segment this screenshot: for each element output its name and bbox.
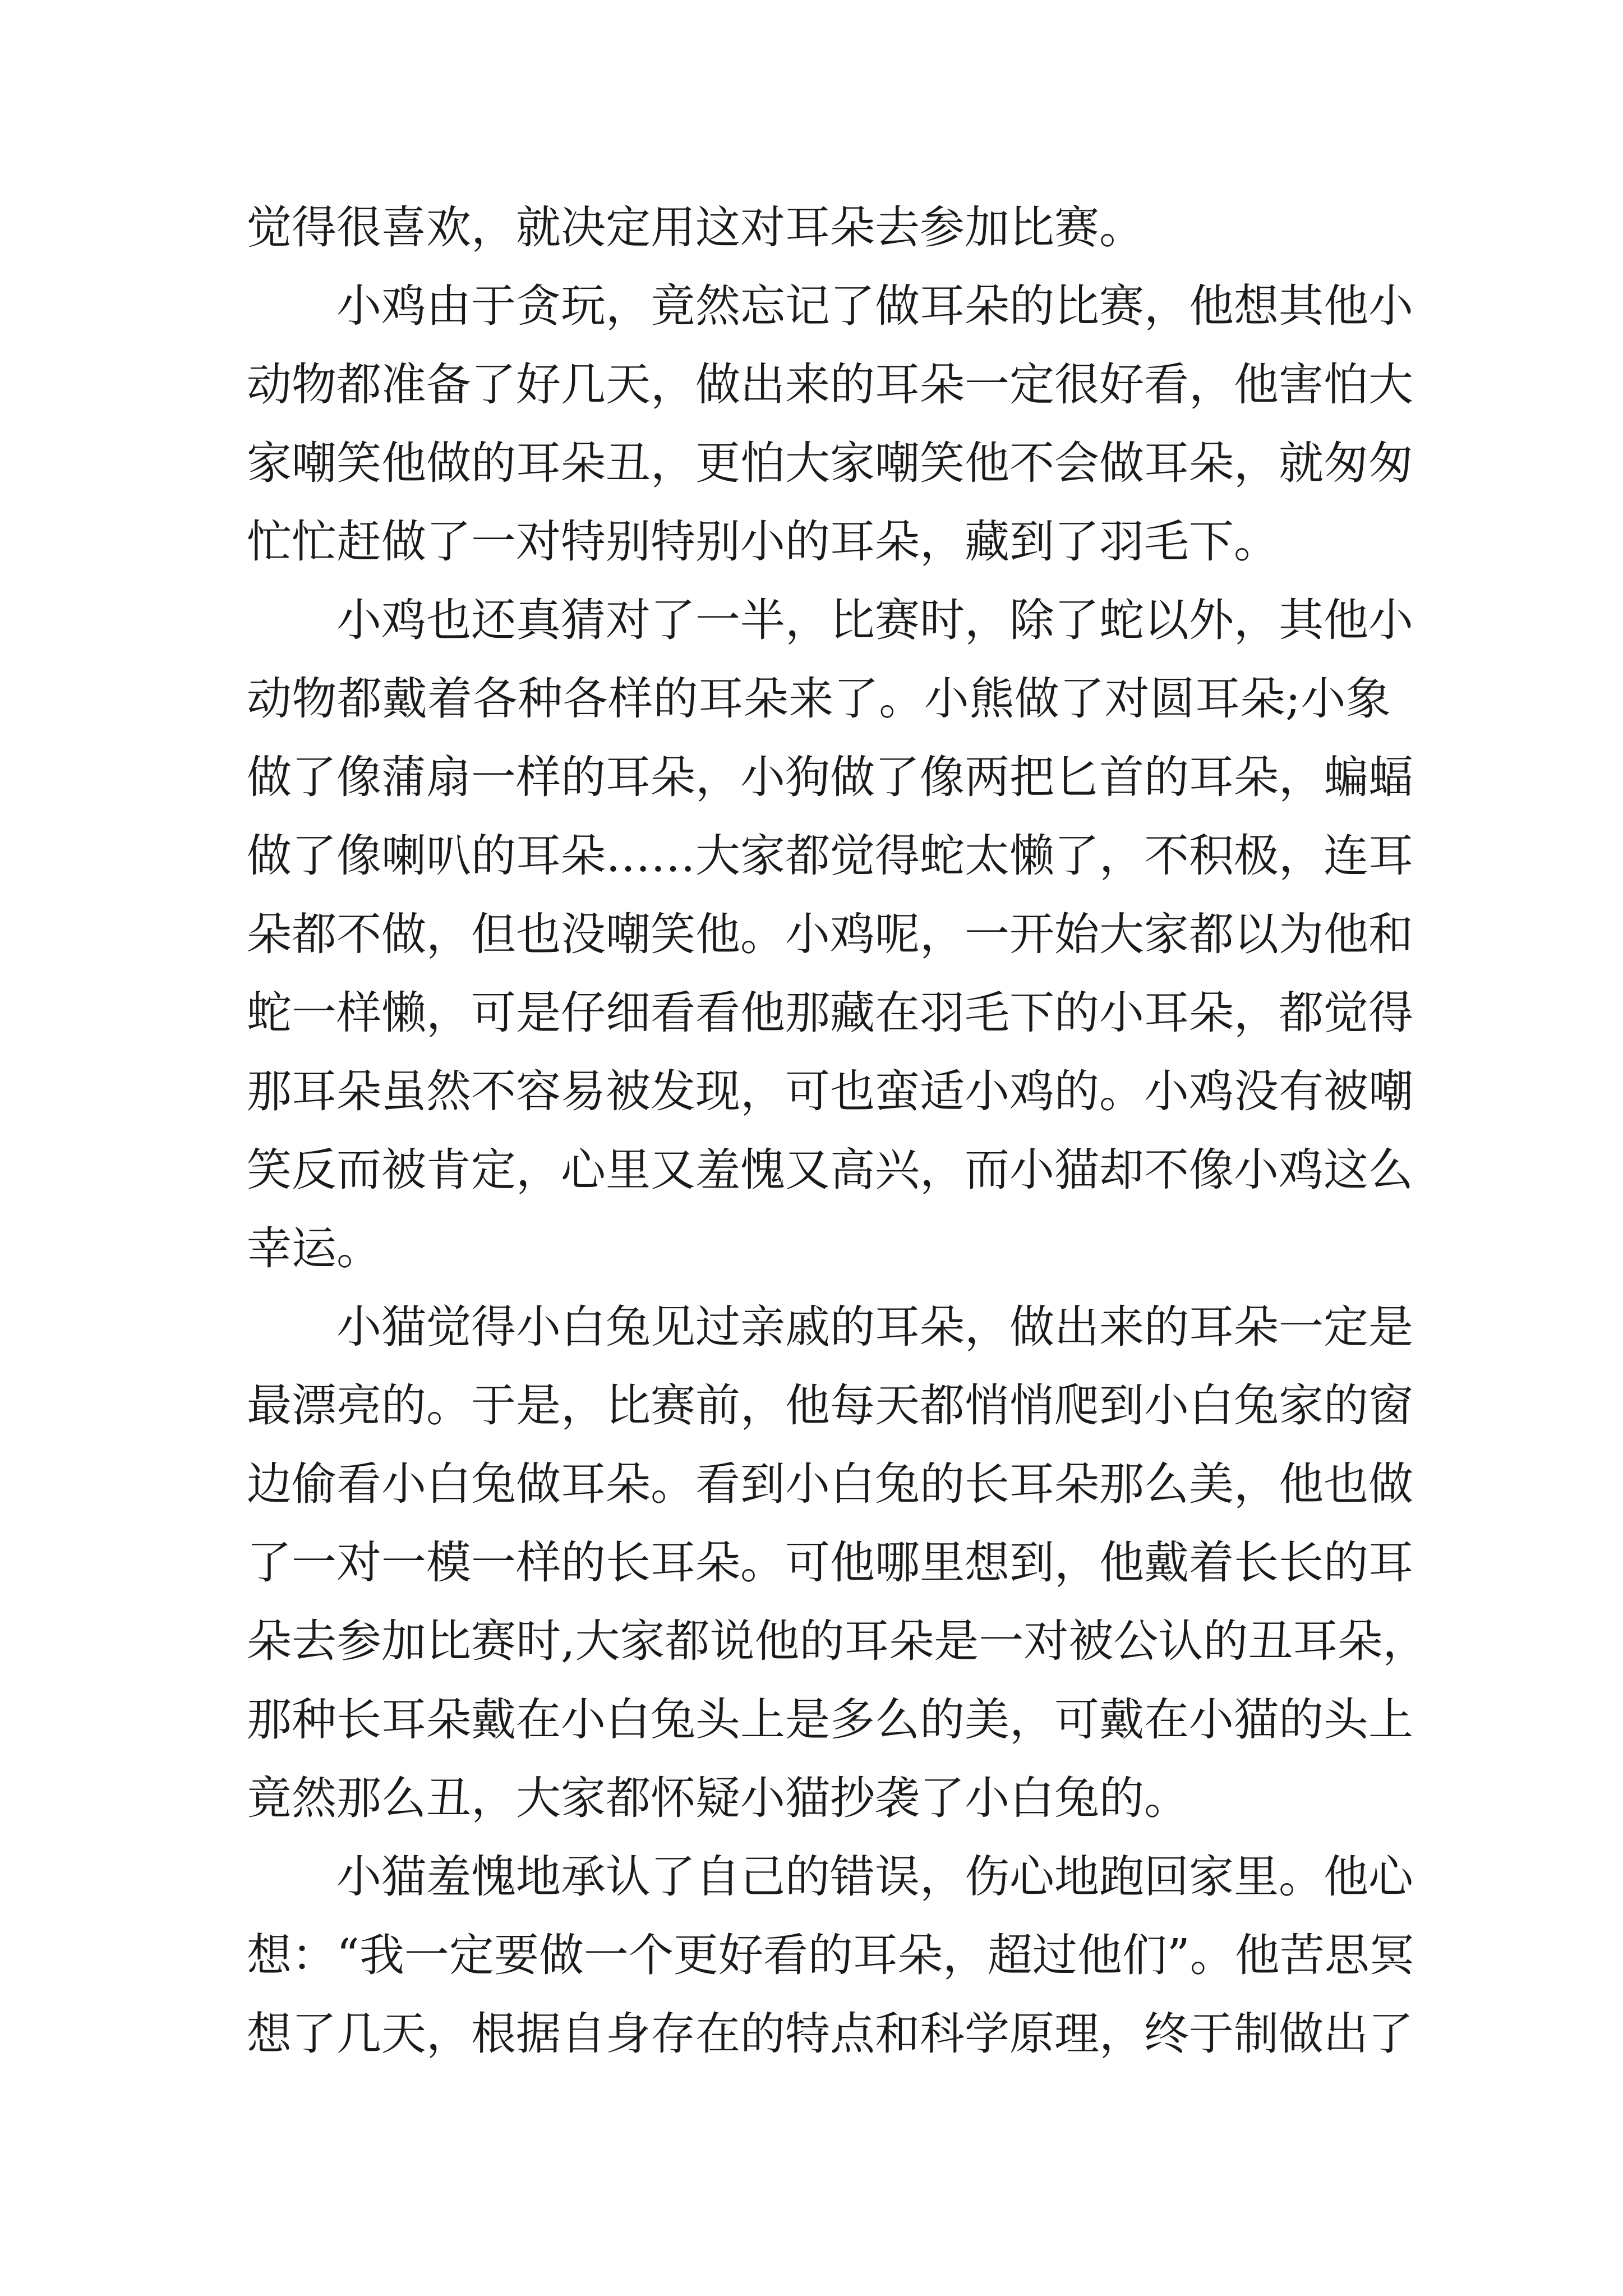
text-line: 小猫羞愧地承认了自己的错误，伤心地跑回家里。他心 <box>336 1851 1413 1903</box>
text-line: 小鸡由于贪玩，竟然忘记了做耳朵的比赛，他想其他小 <box>336 280 1413 332</box>
text-line: 边偷看小白兔做耳朵。看到小白兔的长耳朵那么美，他也做 <box>247 1458 1413 1510</box>
text-line: 想了几天，根据自身存在的特点和科学原理，终于制做出了 <box>247 2008 1413 2060</box>
text-line: 竟然那么丑，大家都怀疑小猫抄袭了小白兔的。 <box>247 1772 1189 1824</box>
text-line: 家嘲笑他做的耳朵丑，更怕大家嘲笑他不会做耳朵，就匆匆 <box>247 437 1413 489</box>
text-line: 那种长耳朵戴在小白兔头上是多么的美，可戴在小猫的头上 <box>247 1694 1413 1746</box>
text-line: 那耳朵虽然不容易被发现，可也蛮适小鸡的。小鸡没有被嘲 <box>247 1065 1413 1117</box>
text-line: 想：“我一定要做一个更好看的耳朵，超过他们”。他苦思冥 <box>247 1929 1414 1981</box>
text-line: 觉得很喜欢，就决定用这对耳朵去参加比赛。 <box>247 201 1144 254</box>
text-line: 小猫觉得小白兔见过亲戚的耳朵，做出来的耳朵一定是 <box>336 1301 1413 1353</box>
text-line: 蛇一样懒，可是仔细看看他那藏在羽毛下的小耳朵，都觉得 <box>247 987 1413 1039</box>
story-text <box>247 188 1428 2073</box>
text-line: 小鸡也还真猜对了一半，比赛时，除了蛇以外，其他小 <box>336 594 1413 646</box>
text-line: 动物都准备了好几天，做出来的耳朵一定很好看，他害怕大 <box>247 358 1413 411</box>
text-line: 幸运。 <box>247 1222 381 1274</box>
text-line: 做了像蒲扇一样的耳朵，小狗做了像两把匕首的耳朵，蝙蝠 <box>247 751 1413 803</box>
text-line: 朵都不做，但也没嘲笑他。小鸡呢，一开始大家都以为他和 <box>247 908 1413 960</box>
text-line: 做了像喇叭的耳朵……大家都觉得蛇太懒了，不积极，连耳 <box>247 830 1413 882</box>
text-line: 朵去参加比赛时,大家都说他的耳朵是一对被公认的丑耳朵， <box>247 1615 1428 1667</box>
text-line: 忙忙赶做了一对特别特别小的耳朵，藏到了羽毛下。 <box>247 516 1279 568</box>
text-line: 最漂亮的。于是，比赛前，他每天都悄悄爬到小白兔家的窗 <box>247 1379 1413 1432</box>
text-line: 笑反而被肯定，心里又羞愧又高兴，而小猫却不像小鸡这么 <box>247 1144 1413 1196</box>
text-line: 动物都戴着各种各样的耳朵来了。小熊做了对圆耳朵;小象 <box>247 673 1391 725</box>
text-line: 了一对一模一样的长耳朵。可他哪里想到，他戴着长长的耳 <box>247 1536 1413 1589</box>
